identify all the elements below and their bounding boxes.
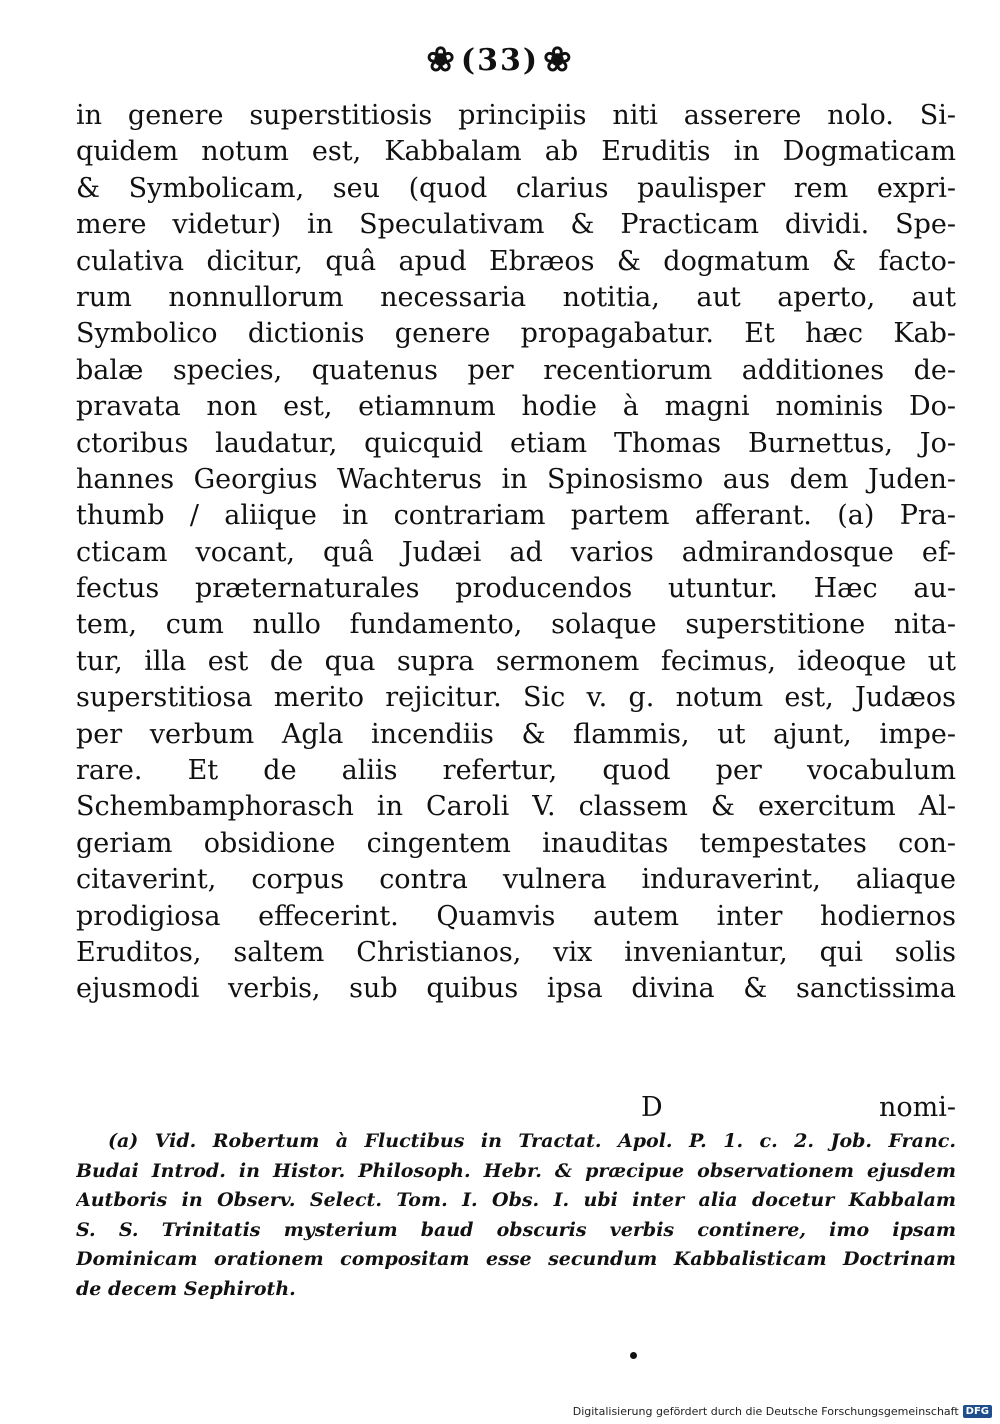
footnote-line: Budai Introd. in Histor. Philosoph. Hebr. & præcipue observationem ejusdem [76,1159,956,1182]
text-line: balæ species, quatenus per recentiorum additiones de- [76,354,956,386]
text-line: prodigiosa effecerint. Quamvis autem inter hodiernos [76,900,956,932]
main-text [76,98,956,1008]
ornament-left-icon: ❀ [426,40,457,80]
signature-line [76,1090,956,1126]
text-line: thumb / aliique in contrariam partem afferant. (a) Pra- [76,500,956,532]
text-line: in genere superstitiosis principiis niti asserere nolo. Si- [76,100,956,131]
page-header [0,40,1000,80]
ornament-right-icon: ❀ [543,40,574,80]
text-line: fectus præternaturales producendos utuntur. Hæc au- [76,573,956,605]
text-line: mere videtur) in Speculativam & Practicam dividi. Spe- [76,209,956,241]
footnote-line: de decem Sephiroth. [76,1277,296,1300]
text-line: Symbolico dictionis genere propagabatur. Et hæc Kab- [76,318,956,350]
text-line: geriam obsidione cingentem inauditas tempestates con- [76,827,956,859]
text-line: culativa dicitur, quâ apud Ebræos & dogmatum & facto- [76,245,956,277]
text-line: & Symbolicam, seu (quod clarius paulisper rem expri- [76,172,956,204]
signature-mark: D [641,1092,663,1123]
footnote-line: Dominicam orationem compositam esse secundum Kabbalisticam Doctrinam [76,1248,956,1271]
text-line: ejusmodi verbis, sub quibus ipsa divina & sanctissima [76,973,956,1005]
text-line: hannes Georgius Wachterus in Spinosismo aus dem Juden- [76,463,956,495]
catchword: nomi- [878,1092,956,1123]
text-line: tem, cum nullo fundamento, solaque superstitione nita- [76,609,956,641]
text-line: per verbum Agla incendiis & flammis, ut ajunt, impe- [76,718,956,750]
text-line: quidem notum est, Kabbalam ab Eruditis in Dogmaticam [76,136,956,168]
footnote-line: S. S. Trinitatis mysterium baud obscuris verbis continere, imo ipsam [76,1218,956,1241]
footnote-line: (a) Vid. Robertum à Fluctibus in Tractat. Apol. P. 1. c. 2. Job. Franc. [108,1130,956,1152]
text-line: pravata non est, etiamnum hodie à magni nominis Do- [76,391,956,423]
page-number: (33) [460,42,540,78]
text-line: Eruditos, saltem Christianos, vix inveniantur, qui solis [76,936,956,968]
text-line: rum nonnullorum necessaria notitia, aut aperto, aut [76,281,956,313]
text-line: Schembamphorasch in Caroli V. classem & exercitum Al- [76,791,956,823]
footnotes [76,1127,956,1305]
text-line: cticam vocant, quâ Judæi ad varios admirandosque ef- [76,536,956,568]
text-line: citaverint, corpus contra vulnera induraverint, aliaque [76,864,956,896]
ink-dot [630,1352,637,1359]
text-line: ctoribus laudatur, quicquid etiam Thomas Burnettus, Jo- [76,427,956,459]
text-line: rare. Et de aliis refertur, quod per vocabulum [76,755,956,787]
text-line: tur, illa est de qua supra sermonem fecimus, ideoque ut [76,645,956,677]
text-line: superstitiosa merito rejicitur. Sic v. g. notum est, Judæos [76,682,956,714]
credit-text: Digitalisierung gefördert durch die Deutsche Forschungsgemeinschaft [572,1405,959,1418]
footnote-line: Autboris in Observ. Select. Tom. I. Obs. I. ubi inter alia docetur Kabbalam [76,1189,956,1212]
digitization-credit [573,1405,992,1418]
dfg-logo-icon: DFG [963,1405,992,1418]
